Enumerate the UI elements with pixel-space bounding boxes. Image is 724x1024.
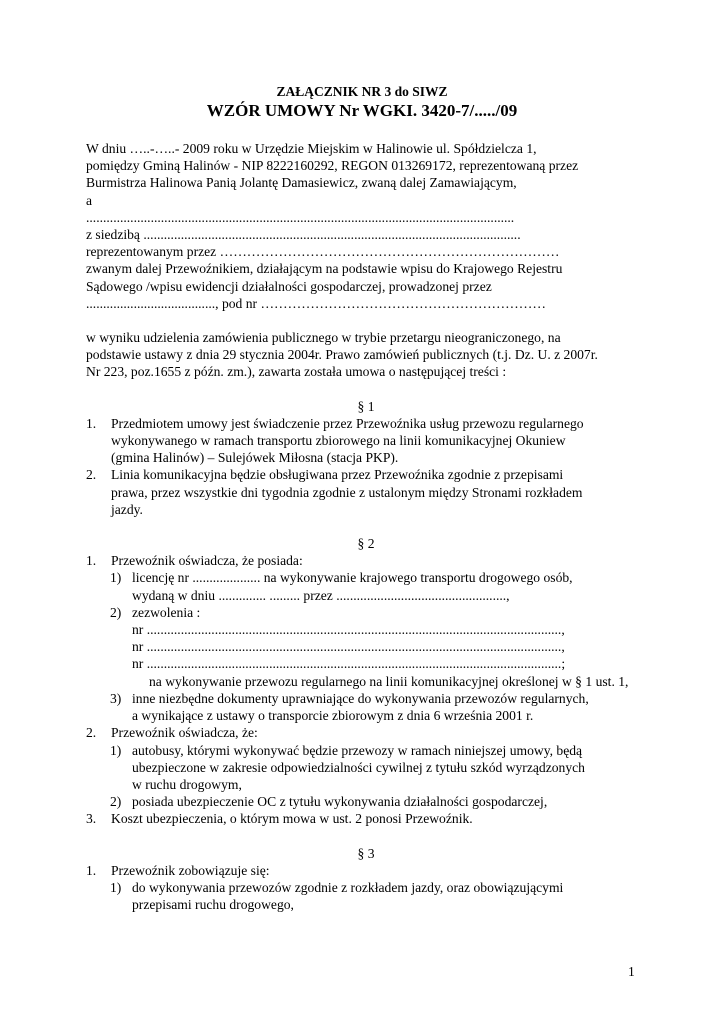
item-number: 1. <box>86 553 97 569</box>
item-number: 2. <box>86 725 97 741</box>
sub-item-text: ubezpieczone w zakresie odpowiedzialności cywilnej z tytułu szkód wyrządzonych <box>132 759 585 775</box>
item-number: 1. <box>86 415 97 431</box>
sub-item-number: 2) <box>110 794 122 810</box>
section-2-sub-insurance-buses <box>86 742 646 794</box>
sub-item-text: posiada ubezpieczenie OC z tytułu wykonywania działalności gospodarczej, <box>132 794 548 810</box>
item-text: Linia komunikacyjna będzie obsługiwana przez Przewoźnika zgodnie z przepisami <box>111 467 564 483</box>
item-text: wykonywanego w ramach transportu zbiorowego na linii komunikacyjnej Okuniew <box>111 433 566 449</box>
item-text: Przewoźnik oświadcza, że posiada: <box>111 553 303 569</box>
item-number: 1. <box>86 862 97 878</box>
item-text: (gmina Halinów) – Sulejówek Miłosna (stacja PKP). <box>111 450 399 466</box>
section-2-title: § 2 <box>357 536 375 552</box>
item-text: prawa, przez wszystkie dni tygodnia zgodnie z ustalonym między Stronami rozkładem <box>111 484 583 500</box>
sub-item-text: licencję nr .................... na wykonywanie krajowego transportu drogowego osób, <box>132 570 573 586</box>
sub-item-number: 1) <box>110 742 122 758</box>
intro-line: Burmistrza Halinowa Panią Jolantę Damasiewicz, zwaną dalej Zamawiającym, <box>86 175 517 191</box>
item-text: jazdy. <box>111 501 143 517</box>
page-number: 1 <box>628 964 635 979</box>
section-1-title: § 1 <box>357 398 375 414</box>
basis-line: Nr 223, poz.1655 z późn. zm.), zawarta została umowa o następującej treści : <box>86 364 507 380</box>
intro-line: pomiędzy Gminą Halinów - NIP 8222160292, REGON 013269172, reprezentowaną przez <box>86 158 579 174</box>
intro-line: a <box>86 192 93 208</box>
sub-item-number: 2) <box>110 604 122 620</box>
intro-line: Sądowego /wpisu ewidencji działalności gospodarczej, prowadzonej przez <box>86 278 492 294</box>
intro-line: zwanym dalej Przewoźnikiem, działającym na podstawie wpisu do Krajowego Rejestru <box>86 261 563 277</box>
item-number: 3. <box>86 811 97 827</box>
permits-purpose: na wykonywanie przewozu regularnego na linii komunikacyjnej określonej w § 1 ust. 1, <box>149 673 629 689</box>
sub-item-text: inne niezbędne dokumenty uprawniające do wykonywania przewozów regularnych, <box>132 690 589 706</box>
document-body <box>86 140 646 913</box>
sub-item-number: 1) <box>110 879 122 895</box>
sub-item-text: do wykonywania przewozów zgodnie z rozkładem jazdy, oraz obowiązującymi <box>132 879 564 895</box>
section-2-sub-permits <box>86 604 646 673</box>
section-1-item-2 <box>86 466 646 518</box>
sub-item-number: 1) <box>110 570 122 586</box>
contract-title: WZÓR UMOWY Nr WGKI. 3420-7/...../09 <box>206 101 518 120</box>
fill-in-line: nr .........................................................................................................................., <box>132 622 565 638</box>
fill-in-line: nr ..........................................................................................................................; <box>132 656 566 672</box>
section-3-sub-schedule <box>86 879 646 913</box>
section-3-title: § 3 <box>357 845 375 861</box>
basis-line: podstawie ustawy z dnia 29 stycznia 2004r. Prawo zamówień publicznych (t.j. Dz. U. z 2007r. <box>86 347 598 363</box>
item-text: Przedmiotem umowy jest świadczenie przez Przewoźnika usług przewozu regularnego <box>111 415 584 431</box>
section-2-sub-insurance-oc <box>86 793 646 810</box>
intro-section <box>86 140 646 312</box>
section-3-item-1 <box>86 862 646 879</box>
section-2-sub-documents <box>86 690 646 724</box>
intro-line: W dniu …..-…..- 2009 roku w Urzędzie Miejskim w Halinowie ul. Spółdzielcza 1, <box>86 141 537 156</box>
item-text: Przewoźnik oświadcza, że: <box>111 725 258 741</box>
section-2-item-3 <box>86 810 646 827</box>
sub-item-text: wydaną w dniu .............. ......... przez .................................................., <box>132 587 510 603</box>
item-text: Koszt ubezpieczenia, o którym mowa w ust. 2 ponosi Przewoźnik. <box>111 811 473 827</box>
basis-line: w wyniku udzielenia zamówienia publicznego w trybie przetargu nieograniczonego, na <box>86 330 561 346</box>
fill-in-line: .............................................................................................................................. <box>86 209 515 225</box>
basis-paragraph <box>86 329 646 381</box>
section-2-item-2 <box>86 724 646 741</box>
annex-heading: ZAŁĄCZNIK NR 3 do SIWZ <box>276 84 448 99</box>
sub-item-text: autobusy, którymi wykonywać będzie przewozy w ramach niniejszej umowy, będą <box>132 742 583 758</box>
fill-in-line: z siedzibą ............................................................................................................... <box>86 227 521 243</box>
fill-in-line: reprezentowanym przez ………………………………………………………………… <box>86 244 560 260</box>
section-1-item-1 <box>86 415 646 467</box>
sub-item-text: w ruchu drogowym, <box>132 776 242 792</box>
section-2-item-1 <box>86 552 646 569</box>
fill-in-line: ......................................, pod nr ……………………………………………………… <box>86 295 546 311</box>
sub-item-text: przepisami ruchu drogowego, <box>132 897 294 913</box>
section-2-sub-licence <box>86 569 646 603</box>
sub-item-text: a wynikające z ustawy o transporcie zbiorowym z dnia 6 września 2001 r. <box>132 708 534 724</box>
item-text: Przewoźnik zobowiązuje się: <box>111 862 270 878</box>
item-number: 2. <box>86 467 97 483</box>
sub-item-text: zezwolenia : <box>132 604 201 620</box>
sub-item-number: 3) <box>110 690 122 706</box>
fill-in-line: nr .........................................................................................................................., <box>132 639 565 655</box>
